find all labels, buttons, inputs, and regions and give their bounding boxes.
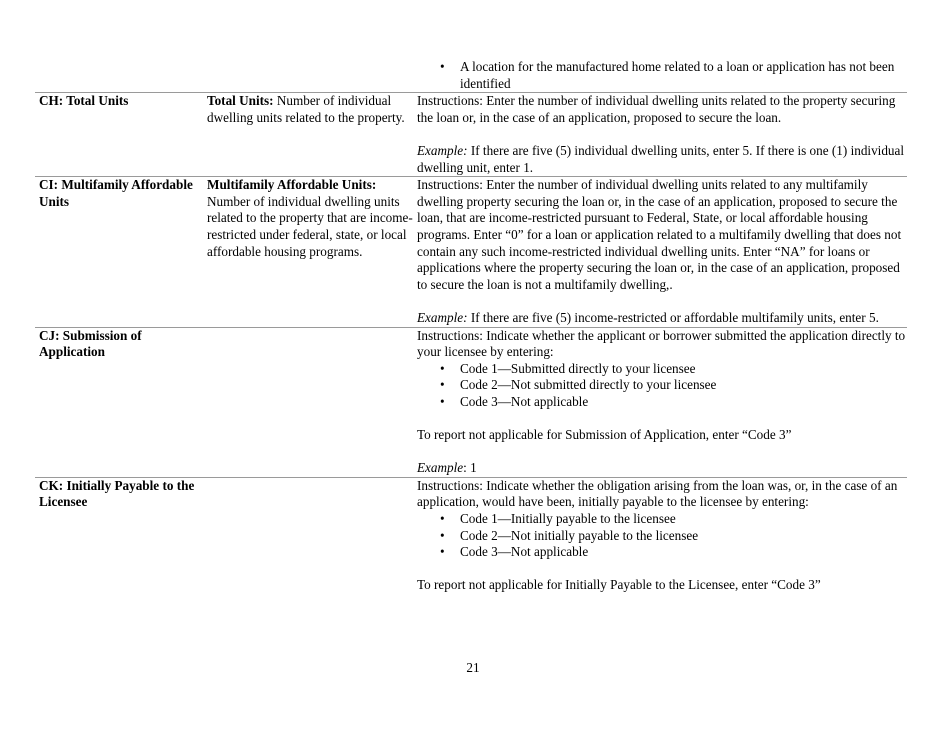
list-item: • Code 1—Submitted directly to your licensee	[460, 361, 907, 378]
list-item: • Code 2—Not submitted directly to your licensee	[460, 377, 907, 394]
code-list	[417, 361, 907, 411]
field-term: Multifamily Affordable Units:	[207, 177, 377, 193]
list-item: • Code 3—Not applicable	[460, 394, 907, 411]
example-value: : 1	[463, 460, 477, 476]
list-item: • Code 3—Not applicable	[460, 544, 907, 561]
example-value: If there are five (5) income-restricted or affordable multifamily units, enter 5.	[467, 309, 879, 325]
instructions-text: Instructions: Indicate whether the obligation arising from the loan was, or, in the case of an application, would have been, initially payable to the licensee by entering:	[417, 477, 898, 510]
note-text: To report not applicable for Submission of Application, enter “Code 3”	[417, 427, 792, 443]
table-row-cj	[35, 327, 907, 477]
field-definition	[203, 177, 413, 327]
example-label: Example:	[417, 309, 468, 325]
example-text	[417, 143, 907, 176]
page-number-text: 21	[466, 660, 480, 675]
table-row-ck	[35, 477, 907, 594]
instructions-text: Instructions: Indicate whether the applicant or borrower submitted the application directly to your licensee by entering:	[417, 327, 906, 360]
field-code: CI: Multifamily Affordable Units	[39, 177, 193, 209]
field-code: CJ: Submission of Application	[39, 327, 142, 360]
example-text	[417, 460, 907, 477]
definition-text: Number of individual dwelling units related to the property that are income-restricted under federal, state, or local affordable housing programs.	[207, 193, 413, 259]
note-text: To report not applicable for Initially Payable to the Licensee, enter “Code 3”	[417, 577, 821, 593]
list-item: • Code 2—Not initially payable to the licensee	[460, 528, 907, 545]
continuation-bullets	[417, 59, 907, 92]
list-item: • Code 1—Initially payable to the licensee	[460, 511, 907, 528]
field-code: CK: Initially Payable to the Licensee	[39, 477, 195, 510]
table-row-ch	[35, 93, 907, 177]
example-text	[417, 310, 907, 327]
page-number	[0, 660, 950, 677]
instructions-text: Instructions: Enter the number of individual dwelling units related to the property securing the loan or, in the case of an application, proposed to secure the loan.	[417, 93, 896, 125]
table-row-ci	[35, 177, 907, 327]
instructions-text: Instructions: Enter the number of individual dwelling units related to any multifamily dwelling property securing the loan or, in the case of an application, proposed to secure the loan, that are income-restricted pursuant to Federal, State, or local affordable housing programs. Enter “0” for a loan or application related to a multifamily dwelling that does not contain any such income-restricted individual dwelling units. Enter “NA” for loans or applications where the property securing the loan or, in the case of an application, proposed to secure the loan is not a multifamily dwelling,.	[417, 177, 902, 292]
code-list	[417, 511, 907, 561]
field-term: Total Units:	[207, 93, 274, 109]
definition-text: Number of individual dwelling units related to the property.	[207, 93, 405, 125]
continuation-row	[35, 59, 907, 93]
example-label: Example	[417, 460, 464, 476]
list-item: • A location for the manufactured home related to a loan or application has not been identified	[460, 59, 907, 92]
field-definition	[203, 93, 413, 177]
field-table	[35, 59, 907, 594]
field-code: CH: Total Units	[39, 93, 129, 109]
example-value: If there are five (5) individual dwelling units, enter 5. If there is one (1) individual dwelling unit, enter 1.	[417, 142, 905, 175]
example-label: Example:	[417, 142, 468, 158]
